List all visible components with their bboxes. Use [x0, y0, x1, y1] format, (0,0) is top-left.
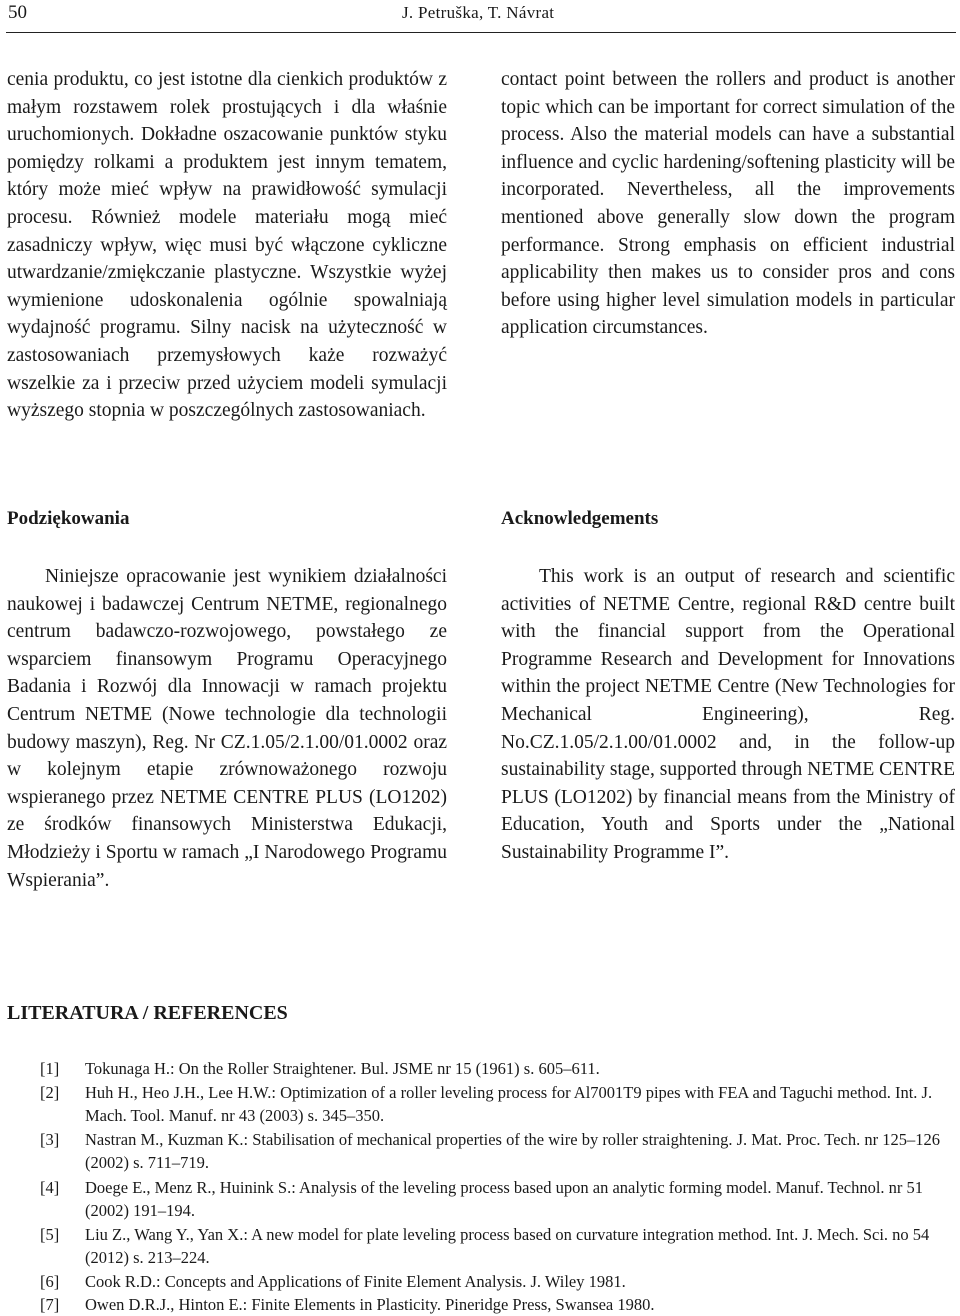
right-column-body: [501, 66, 955, 342]
references-heading: LITERATURA / REFERENCES: [7, 1002, 288, 1024]
page-header: [6, 0, 956, 33]
reference-number: [7]: [40, 1295, 60, 1314]
reference-text: Nastran M., Kuzman K.: Stabilisation of mechanical properties of the wire by roller straightening. J. Mat. Proc. Tech. nr 125–126 (2002) s. 711–719.: [85, 1130, 940, 1173]
left-column-body: [7, 66, 447, 425]
ack-paragraph-en: This work is an output of research and scientific activities of NETME Centre, regional R&D centre built with the financial support from the Operational Programme Research and Development for Innovations within the project NETME Centre (New Technologies for Mechanical Engineering), Reg. No.CZ.1.05/2.1.00/01.0002 and, in the follow-up sustainability stage, supported through NETME CENTRE PLUS (LO1202) by financial means from the Ministry of Education, Youth and Sports under the „National Sustainability Programme I”.: [501, 566, 955, 863]
right-body-paragraph: contact point between the rollers and product is another topic which can be important for correct simulation of the process. Also the material models can have a substantial influence and cyclic hardening/softening plasticity will be incorporated. Nevertheless, all the improvements mentioned above generally slow down the program performance. Strong emphasis on efficient industrial applicability then makes us to consider pros and cons before using higher level simulation models in particular application circumstances.: [501, 69, 955, 339]
reference-number: [6]: [40, 1272, 60, 1291]
right-ack-body: [501, 563, 955, 867]
left-ack-body: [7, 563, 447, 894]
reference-text: Huh H., Heo J.H., Lee H.W.: Optimization of a roller leveling process for Al7001T9 pipes with FEA and Taguchi method. Int. J. Mach. Tool. Manuf. nr 43 (2003) s. 345–350.: [85, 1083, 933, 1126]
reference-text: Liu Z., Wang Y., Yan X.: A new model for plate leveling process based on curvature integration method. Int. J. Mech. Sci. no 54 (2012) s. 213–224.: [85, 1225, 930, 1268]
reference-text: Tokunaga H.: On the Roller Straightener. Bul. JSME nr 15 (1961) s. 605–611.: [85, 1059, 600, 1078]
reference-text: Owen D.R.J., Hinton E.: Finite Elements in Plasticity. Pineridge Press, Swansea 1980.: [85, 1295, 655, 1314]
ack-heading-pl: Podziękowania: [7, 508, 130, 529]
left-body-paragraph: cenia produktu, co jest istotne dla cienkich produktów z małym rozstawem rolek prostujących i dla właśnie uruchomionych. Dokładne oszacowanie punktów styku pomiędzy rolkami a produktem jest innym tematem, który może mieć wpływ na prawidłowość symulacji procesu. Również modele materiału mogą mieć zasadniczy wpływ, więc musi być włączone cykliczne utwardzanie/zmiękczanie plastyczne. Wszystkie wyżej wymienione udoskonalenia ogólnie spowalniają wydajność programu. Silny nacisk na użyteczność w zastosowaniach przemysłowych każe rozważyć wszelkie za i przeciw przed użyciem modeli symulacji wyższego stopnia w poszczególnych zastosowaniach.: [7, 69, 447, 422]
reference-text: Cook R.D.: Concepts and Applications of Finite Element Analysis. J. Wiley 1981.: [85, 1272, 626, 1291]
running-head: J. Petruška, T. Návrat: [402, 3, 555, 22]
reference-number: [3]: [40, 1130, 60, 1149]
reference-number: [5]: [40, 1225, 60, 1244]
reference-number: [4]: [40, 1178, 60, 1197]
ack-heading-en: Acknowledgements: [501, 508, 659, 529]
ack-paragraph-pl: Niniejsze opracowanie jest wynikiem działalności naukowej i badawczej Centrum NETME, regionalnego centrum badawczo-rozwojowego, powstałego ze wsparciem finansowym Programu Operacyjnego Badania i Rozwój dla Innowacji w ramach projektu Centrum NETME (Nowe technologie dla technologii budowy maszyn), Reg. Nr CZ.1.05/2.1.00/01.0002 oraz w kolejnym etapie zrównoważonego rozwoju wspieranego przez NETME CENTRE PLUS (LO1202) ze środków finansowych Ministerstwa Edukacji, Młodzieży i Sportu w ramach „I Narodowego Programu Wspierania”.: [7, 566, 447, 891]
reference-number: [2]: [40, 1083, 60, 1102]
reference-text: Doege E., Menz R., Huinink S.: Analysis of the leveling process based upon an analytic forming model. Manuf. Technol. nr 51 (2002) 191–194.: [85, 1178, 924, 1221]
page-number: 50: [8, 2, 27, 23]
reference-number: [1]: [40, 1059, 60, 1078]
